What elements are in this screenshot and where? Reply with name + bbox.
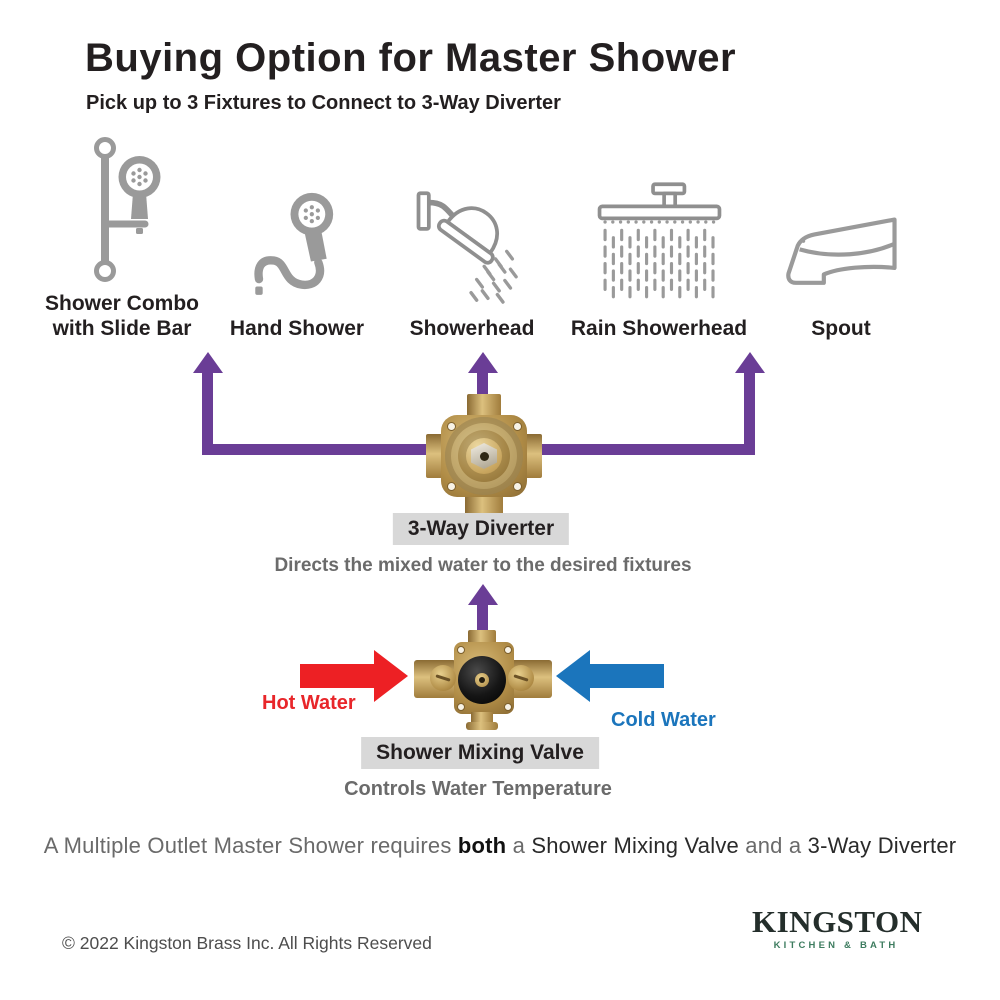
three-way-diverter-valve: [424, 392, 544, 516]
mixing-valve-description: Controls Water Temperature: [344, 778, 612, 800]
page-title: Buying Option for Master Shower: [85, 36, 737, 80]
kingston-logo: [752, 904, 923, 951]
mix-right-screw-cap: [508, 665, 534, 691]
showerhead-icon: [411, 158, 533, 310]
mixing-valve-label: Shower Mixing Valve: [361, 737, 599, 769]
fixture-label: Showerhead: [409, 317, 535, 341]
arrow-up-right-shaft: [744, 372, 755, 455]
page-subtitle: Pick up to 3 Fixtures to Connect to 3-Way Diverter: [86, 92, 561, 114]
tub-spout-icon: [780, 170, 903, 310]
mix-bottom-cap: [466, 722, 498, 730]
shower-mixing-valve-graphic: [414, 630, 552, 730]
brand-name: KINGSTON: [752, 904, 923, 939]
brand-tagline: KITCHEN & BATH: [773, 940, 899, 951]
mix-center-stem: [475, 673, 489, 687]
arrow-mix-to-diverter-head: [468, 584, 498, 605]
summary-part2: a: [512, 833, 526, 858]
summary-both: both: [457, 833, 507, 858]
cold-water-label: Cold Water: [611, 709, 716, 731]
summary-part3: and a: [745, 833, 802, 858]
copyright-text: © 2022 Kingston Brass Inc. All Rights Reserved: [62, 933, 432, 953]
diverter-label: 3-Way Diverter: [393, 513, 569, 545]
arrow-up-left-head: [193, 352, 223, 373]
fixture-label: Rain Showerhead: [570, 317, 748, 341]
rain-showerhead-icon: [590, 156, 729, 310]
hot-water-arrow-head: [374, 650, 408, 702]
hot-water-arrow-shaft: [300, 664, 374, 688]
diverter-center-hole: [480, 452, 489, 461]
summary-text: [0, 833, 1000, 859]
fixture-shower-combo: [32, 142, 212, 342]
connector-bar-left: [202, 444, 434, 455]
diverter-description: Directs the mixed water to the desired fixtures: [274, 555, 692, 576]
fixture-label: Shower Combo with Slide Bar: [44, 291, 199, 341]
shower-combo-slide-bar-icon: [67, 127, 177, 285]
fixture-showerhead: [382, 142, 562, 342]
summary-diverter: 3-Way Diverter: [807, 833, 957, 858]
summary-part1: A Multiple Outlet Master Shower requires: [43, 833, 452, 858]
mix-left-screw-cap: [430, 665, 456, 691]
arrow-up-left-shaft: [202, 372, 213, 455]
fixture-label: Hand Shower: [229, 317, 365, 341]
fixture-label: Spout: [811, 317, 871, 341]
cold-water-arrow-head: [556, 650, 590, 702]
fixture-hand-shower: [207, 142, 387, 342]
summary-mixing-valve: Shower Mixing Valve: [531, 833, 739, 858]
cold-water-arrow-shaft: [590, 664, 664, 688]
fixture-spout: [751, 142, 931, 342]
arrow-up-right-head: [735, 352, 765, 373]
hand-shower-icon: [246, 160, 348, 310]
connector-bar-right: [528, 444, 755, 455]
hot-water-label: Hot Water: [262, 692, 356, 714]
fixture-rain-showerhead: [569, 142, 749, 342]
arrow-up-middle-head: [468, 352, 498, 373]
